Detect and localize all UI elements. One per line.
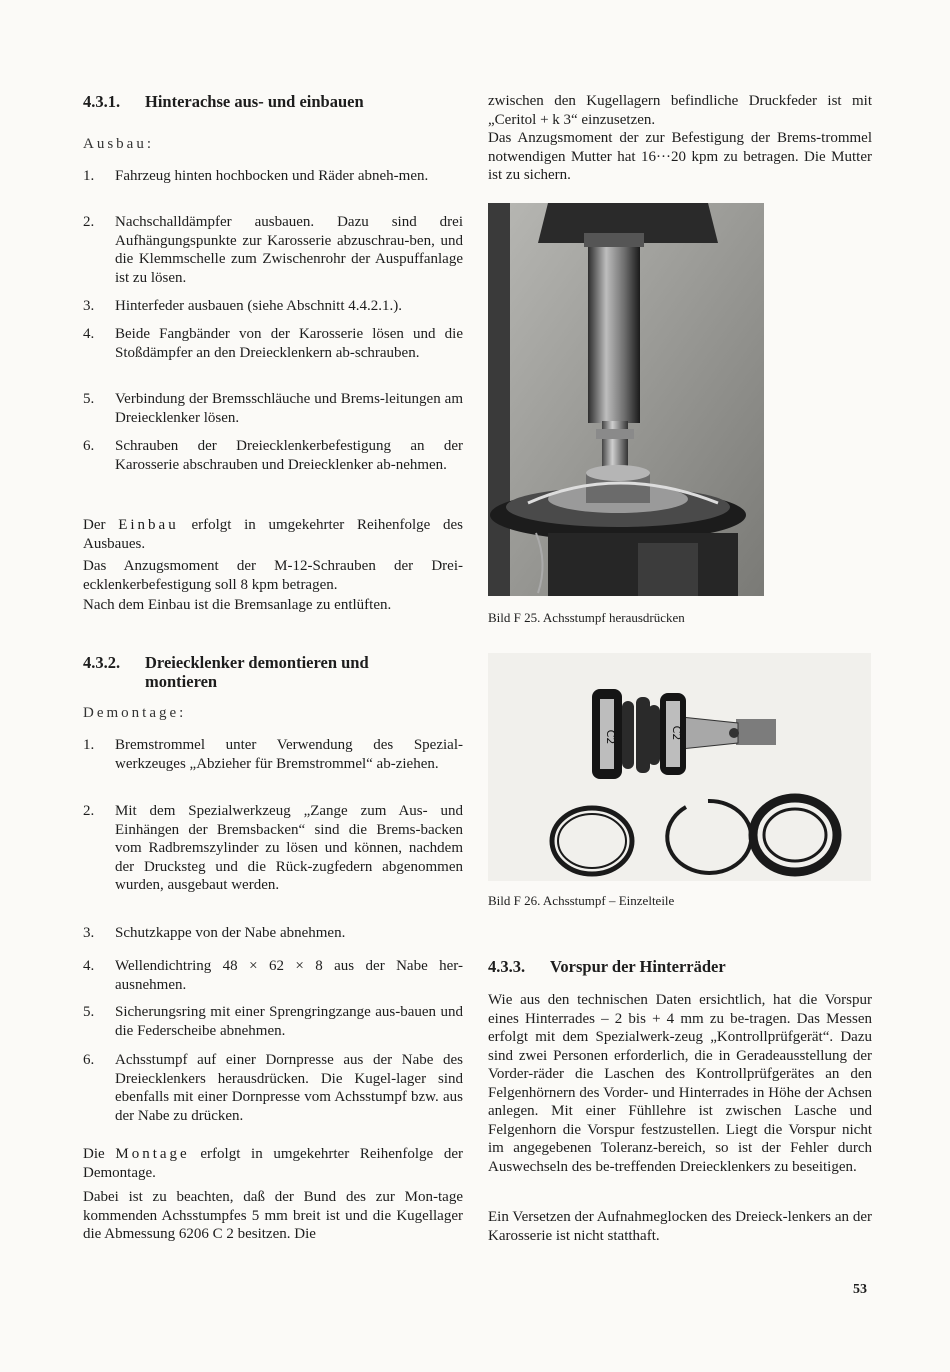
vorspur-paragraph: Wie aus den technischen Daten ersichtlich, hat die Vorspur eines Hinterrades – 2 bis + 4 mm zu be-tragen. Das Messen erfolgt mit dem Spezialwerk-zeug „Kontrollprüfgerät“. Dazu sind zwei Personen erforderlich, die in Geradeausstellung der Vorder-räder die Laschen des Kontrollprüfgerätes an den Felgenhörnern des Vorder- und Hinterrades in Höhe der Achsen anlegen. Mit einer Fühllehre ist zwischen Lasche und Felgenhorn die Vorspur festzustellen. Liegt die Vorspur nicht im angegebenen Toleranz-bereich, so ist der Fehler durch Auswechseln des be-treffenden Dreiecklenkers zu beseitigen.: [488, 992, 872, 1175]
photo-achsstumpf-press: [488, 203, 764, 596]
section-heading-4-3-1: [83, 92, 463, 112]
part-label: C2: [604, 729, 617, 745]
bund-paragraph: Dabei ist zu beachten, daß der Bund des zur Mon-tage kommenden Achsstumpfes 5 mm breit ist und die Kugellager die Abmessung 6206 C 2 besitzen. Die: [83, 1189, 463, 1242]
demontage-label: Demontage:: [83, 705, 187, 721]
section-heading-4-3-3: [488, 957, 872, 977]
einbau-paragraph: Der Einbau erfolgt in umgekehrter Reihenfolge des Ausbaues.: [83, 517, 464, 552]
montage-paragraph: Die Montage erfolgt in umgekehrter Reihenfolge der Demontage.: [83, 1146, 464, 1181]
moment-paragraph: Das Anzugsmoment der zur Befestigung der Brems-trommel notwendigen Mutter hat 16···20 kpm zu betragen. Die Mutter ist zu sichern.: [488, 130, 872, 183]
section-number: 4.3.3.: [488, 957, 526, 976]
montage-word: Montage: [115, 1146, 190, 1162]
section-title: Hinterachse aus- und einbauen: [145, 92, 364, 111]
figure-caption-f25: Bild F 25. Achsstumpf herausdrücken: [488, 610, 685, 625]
einbau-word: Einbau: [118, 517, 179, 533]
section-number: 4.3.1.: [83, 92, 121, 111]
anzugsmoment-paragraph: Das Anzugsmoment der M-12-Schrauben der Drei-ecklenkerbefestigung soll 8 kpm betragen.: [83, 558, 463, 593]
section-title: Dreiecklenker demontieren und montieren: [145, 653, 369, 691]
figure-caption-f26: Bild F 26. Achsstumpf – Einzelteile: [488, 893, 675, 908]
continuation-paragraph: zwischen den Kugellagern befindliche Druckfeder ist mit „Ceritol + k 3“ einzusetzen.: [488, 93, 872, 128]
section-title: Vorspur der Hinterräder: [550, 957, 726, 976]
part-label: C2: [670, 725, 683, 741]
page-number: 53: [853, 1282, 867, 1297]
photo-achsstumpf-parts: [488, 653, 871, 881]
entlueften-paragraph: Nach dem Einbau ist die Bremsanlage zu entlüften.: [83, 597, 392, 613]
section-heading-4-3-2: [83, 653, 463, 693]
ausbau-label: Ausbau:: [83, 136, 154, 152]
section-number: 4.3.2.: [83, 653, 121, 672]
versetzen-paragraph: Ein Versetzen der Aufnahmeglocken des Dreieck-lenkers an der Karosserie ist nicht statthaft.: [488, 1209, 872, 1244]
